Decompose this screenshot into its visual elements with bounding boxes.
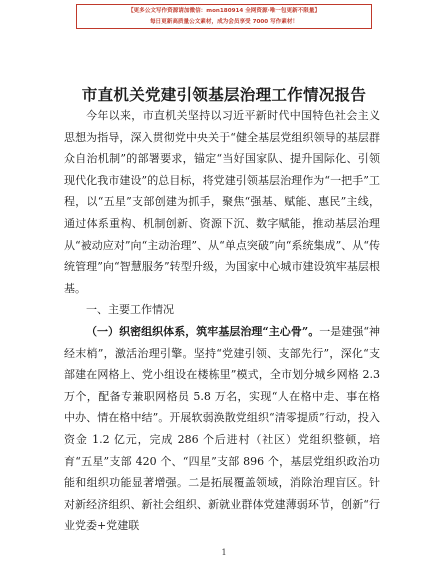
- promo-header-box: [76, 4, 372, 29]
- page-number: 1: [221, 548, 227, 557]
- document-title: 市直机关党建引领基层治理工作情况报告: [81, 85, 367, 104]
- section-heading: 一、主要工作情况: [86, 303, 174, 317]
- subsection-body: 坚持“党建引领、支部先行”，深化“支部建在网格上、党小组设在楼栋里”模式，全市划分城乡网格 2.3 万个，配备专兼职网格员 5.8 万名，实现“人在格中走、事在格中办、情在格中结”。开展软弱涣散党组织“清零提质”行动，投入资金 1.2 亿元，完成 286 个后进村（社区）党组织整顿，培育“五星”支部 420 个、“四星”支部 896 个，基层党组织政治功能和组织功能显著增强。: [64, 346, 381, 490]
- promo-header-line2: 每日更新高质量公文素材，成为会员享受 7000 写作素材！: [149, 19, 299, 25]
- subsection-lead2: 二是拓展覆盖领域，消除治理盲区。: [188, 476, 370, 490]
- subsection-paragraph: [64, 321, 380, 537]
- promo-header-line1: 【更多公文写作资源请加微信：mon180914 全网资源·唯一包更新不限量】: [127, 8, 321, 14]
- intro-paragraph: 今年以来，市直机关坚持以习近平新时代中国特色社会主义思想为指导，深入贯彻党中央关于“健全基层党组织领导的基层群众自治机制”的部署要求，锚定“当好国家队、提升国际化、引领现代化我市建设”的总目标，将党建引领基层治理作为“一把手”工程，以“五星”支部创建为抓手，聚焦“强基、赋能、惠民”主线，通过体系重构、机制创新、资源下沉、数字赋能，推动基层治理从“被动应对”向“主动治理”、从“单点突破”向“系统集成”、从“传统管理”向“智慧服务”转型升级，为国家中心城市建设筑牢基层根基。: [64, 109, 380, 295]
- subsection-heading: （一）织密组织体系，筑牢基层治理“主心骨”。: [86, 324, 320, 338]
- subsection-lead: 一是建强“神经末梢”，激活治理引擎。: [64, 324, 381, 360]
- document-body: [64, 105, 380, 537]
- subsection-body2: 针对新经济组织、新社会组织、新就业群体党建薄弱环节，创新“行业党委+党建联: [64, 476, 381, 533]
